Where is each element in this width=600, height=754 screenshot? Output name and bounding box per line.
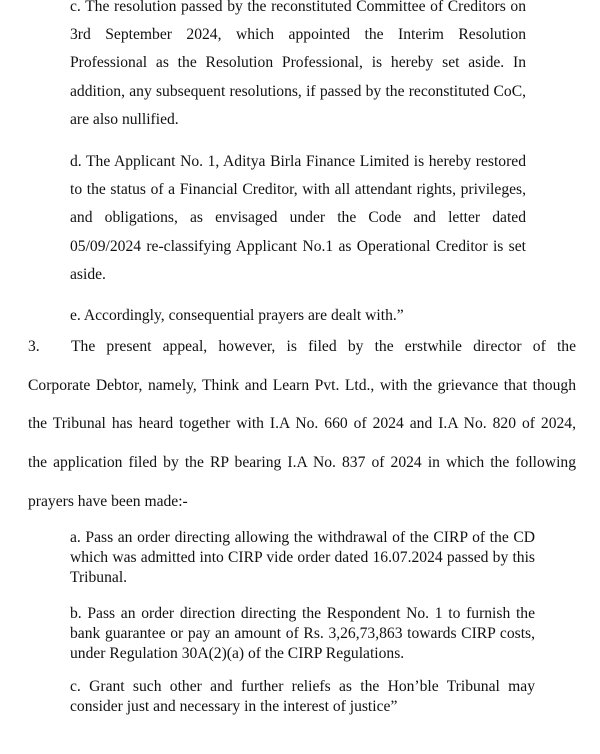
prayer-c: c. Grant such other and further reliefs as the Hon’ble Tribunal may consider just and necessary in the interest of justice”	[70, 678, 535, 715]
quoted-order-item-e: e. Accordingly, consequential prayers are dealt with.”	[70, 307, 404, 324]
prayer-b: b. Pass an order direction directing the Respondent No. 1 to furnish the bank guarantee or pay an amount of Rs. 3,26,73,863 towards CIRP costs, under Regulation 30A(2)(a) of the CIRP Regulations.	[70, 605, 535, 662]
paragraph-3-line-1	[28, 328, 576, 367]
paragraph-3-line-4: the application filed by the RP bearing I.A No. 837 of 2024 in which the following	[28, 454, 576, 472]
paragraph-3-line-1-text: The present appeal, however, is filed by the erstwhile director of the	[71, 338, 576, 355]
paragraph-3-line-2: Corporate Debtor, namely, Think and Learn Pvt. Ltd., with the grievance that though	[28, 376, 576, 394]
prayer-a: a. Pass an order directing allowing the withdrawal of the CIRP of the CD which was admitted into CIRP vide order dated 16.07.2024 passed by this Tribunal.	[70, 529, 535, 586]
quoted-order-item-d: d. The Applicant No. 1, Aditya Birla Finance Limited is hereby restored to the status of a Financial Creditor, with all attendant rights, privileges, and obligations, as envisaged under the Code and letter dated 05/09/2024 re-classifying Applicant No.1 as Operational Creditor is set aside.	[70, 153, 526, 283]
paragraph-3	[28, 328, 576, 522]
quoted-order-item-c: c. The resolution passed by the reconstituted Committee of Creditors on 3rd September 2024, which appointed the Interim Resolution Professional as the Resolution Professional, is hereby set aside. In addition, any subsequent resolutions, if passed by the reconstituted CoC, are also nullified.	[70, 0, 526, 128]
paragraph-number: 3.	[28, 338, 40, 355]
paragraph-3-line-3: the Tribunal has heard together with I.A No. 660 of 2024 and I.A No. 820 of 2024,	[28, 415, 576, 433]
paragraph-3-line-5: prayers have been made:-	[28, 492, 188, 510]
